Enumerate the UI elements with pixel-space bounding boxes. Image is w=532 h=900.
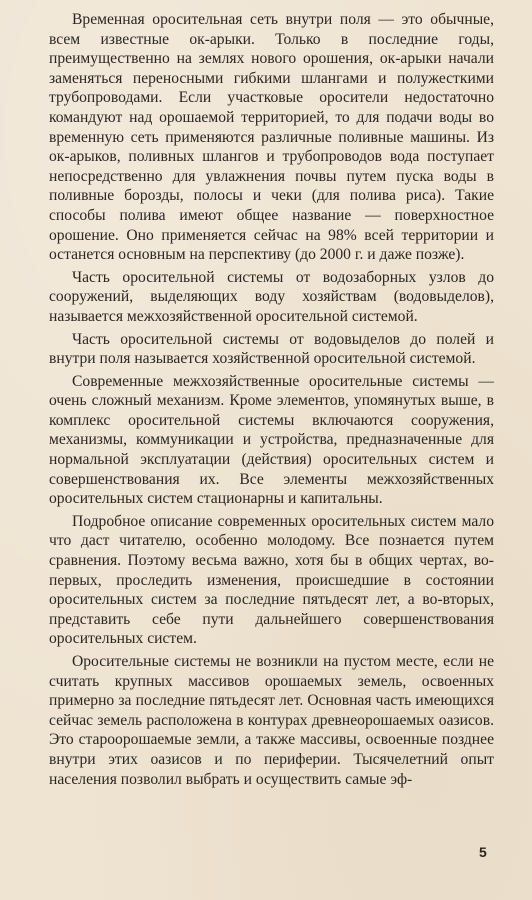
- page-number: 5: [479, 844, 487, 860]
- paragraph-comparison: Подробное описание современных оросительных систем мало что даст читателю, особенно молодому. Все познается путем сравнения. Поэтому весьма важно, хотя бы в общих чертах, во-первых, проследить изменения, происшедшие в состоянии оросительных систем за последние пятьдесят лет, а во-вторых, представить себе пути дальнейшего совершенствования оросительных систем.: [49, 512, 494, 648]
- paragraph-modern-systems: Современные межхозяйственные оросительные системы — очень сложный механизм. Кроме элементов, упомянутых выше, в комплекс оросительной системы включаются сооружения, механизмы, коммуникации и устройства, предназначенные для нормальной эксплуатации (действия) оросительных систем и совершенствования их. Все элементы межхозяйственных оросительных систем стационарны и капитальны.: [49, 372, 494, 508]
- text-column: [49, 10, 494, 789]
- paragraph-onfarm-definition: Часть оросительной системы от водовыделов до полей и внутри поля называется хозяйственной оросительной системой.: [49, 330, 494, 368]
- paragraph-ancient-oases: Оросительные системы не возникли на пустом месте, если не считать крупных массивов орошаемых земель, освоенных примерно за последние пятьдесят лет. Основная часть имеющихся сейчас земель расположена в контурах древнеорошаемых оазисов. Это староорошаемые земли, а также массивы, освоенные позднее внутри этих оазисов и по периферии. Тысячелетний опыт населения позволил выбрать и осуществить самые эф-: [49, 653, 494, 788]
- paragraph-temporary-network: Временная оросительная сеть внутри поля — это обычные, всем известные ок-арыки. Только в последние годы, преимущественно на землях нового орошения, ок-арыки начали заменяться переносными гибкими шлангами и полужесткими трубопроводами. Если участковые оросители недостаточно командуют над орошаемой территорией, то для подачи воды во временную сеть применяются различные поливные машины. Из ок-арыков, поливных шлангов и трубопроводов вода поступает непосредственно для увлажнения почвы путем пуска воды в поливные борозды, полосы и чеки (для полива риса). Такие способы полива имеют общее название — поверхностное орошение. Оно применяется сейчас на 98% всей территории и останется основным на перспективу (до 2000 г. и даже позже).: [49, 11, 494, 264]
- paragraph-interfarm-definition: Часть оросительной системы от водозаборных узлов до сооружений, выделяющих воду хозяйствам (водовыделов), называется межхозяйственной оросительной системой.: [49, 268, 494, 325]
